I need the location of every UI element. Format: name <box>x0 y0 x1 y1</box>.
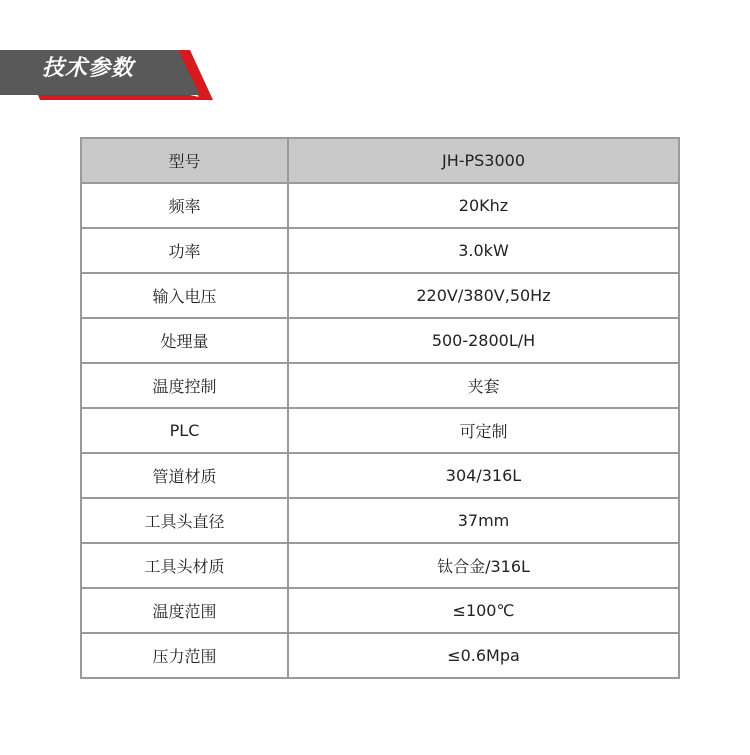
spec-label: 压力范围 <box>81 633 288 678</box>
banner-accent-bar <box>38 95 213 100</box>
spec-value: 钛合金/316L <box>288 543 679 588</box>
spec-value: ≤0.6Mpa <box>288 633 679 678</box>
spec-value: 37mm <box>288 498 679 543</box>
spec-label: 处理量 <box>81 318 288 363</box>
table-row <box>81 273 679 318</box>
spec-value: 500-2800L/H <box>288 318 679 363</box>
spec-value: JH-PS3000 <box>288 138 679 183</box>
table-row <box>81 138 679 183</box>
table-row <box>81 183 679 228</box>
spec-value: 20Khz <box>288 183 679 228</box>
spec-label: 管道材质 <box>81 453 288 498</box>
table-row <box>81 363 679 408</box>
spec-value: ≤100℃ <box>288 588 679 633</box>
table-row <box>81 543 679 588</box>
spec-value: 可定制 <box>288 408 679 453</box>
table-row <box>81 453 679 498</box>
table-row <box>81 498 679 543</box>
table-row <box>81 228 679 273</box>
spec-value: 304/316L <box>288 453 679 498</box>
spec-value: 3.0kW <box>288 228 679 273</box>
spec-label: 输入电压 <box>81 273 288 318</box>
table-row <box>81 318 679 363</box>
spec-label: 温度范围 <box>81 588 288 633</box>
spec-value: 夹套 <box>288 363 679 408</box>
spec-label: PLC <box>81 408 288 453</box>
table-row <box>81 633 679 678</box>
spec-label: 工具头材质 <box>81 543 288 588</box>
section-title: 技术参数 <box>42 56 135 81</box>
section-banner <box>0 40 215 102</box>
spec-label: 温度控制 <box>81 363 288 408</box>
table-row <box>81 408 679 453</box>
spec-label: 功率 <box>81 228 288 273</box>
spec-label: 工具头直径 <box>81 498 288 543</box>
spec-table <box>80 137 680 679</box>
table-row <box>81 588 679 633</box>
spec-label: 型号 <box>81 138 288 183</box>
spec-value: 220V/380V,50Hz <box>288 273 679 318</box>
spec-label: 频率 <box>81 183 288 228</box>
